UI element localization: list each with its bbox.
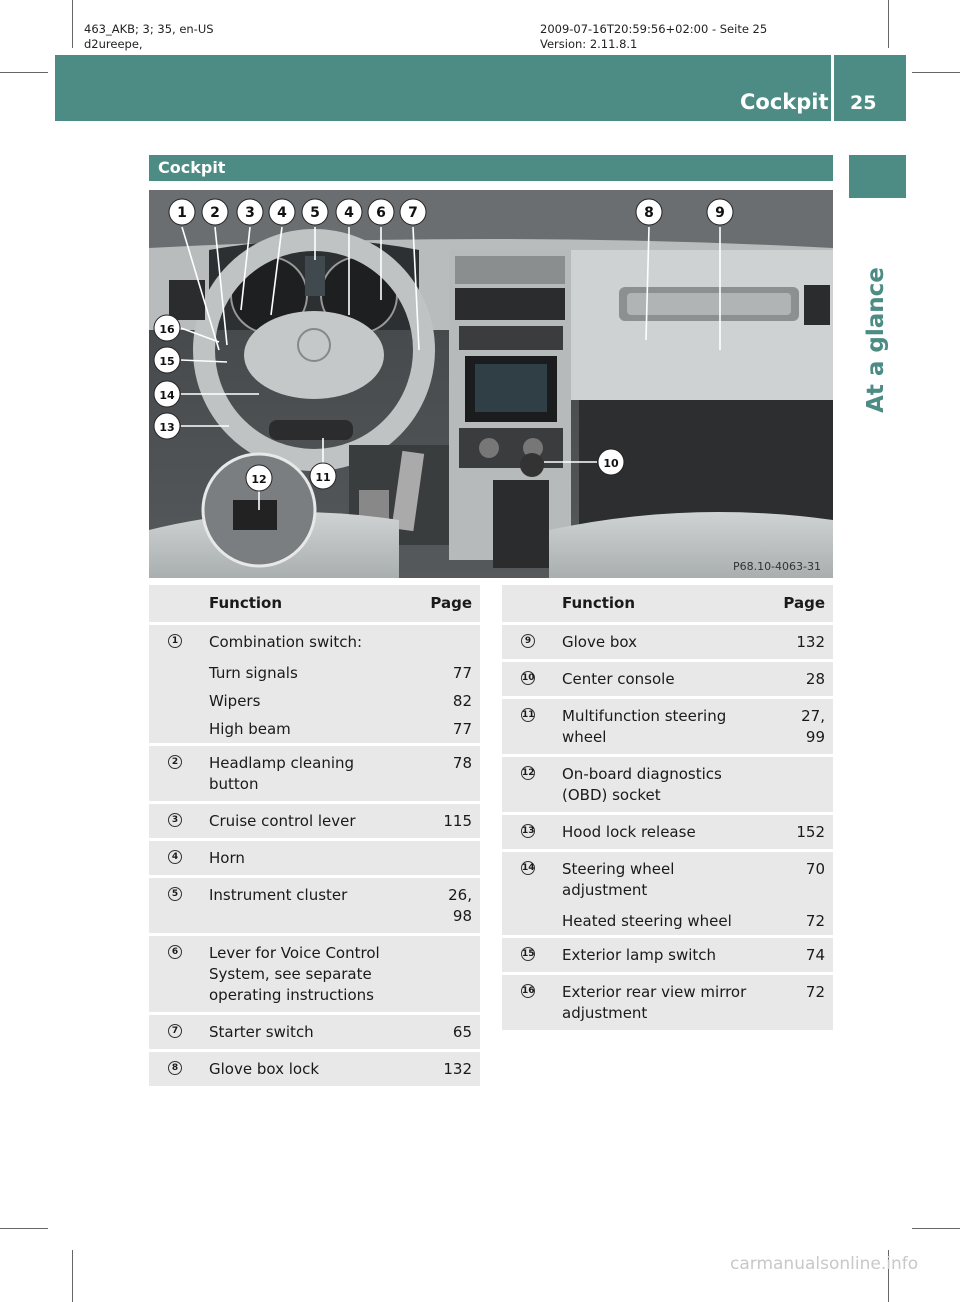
item-number-badge: 6 [168,945,182,959]
row-page: 115 [410,802,480,839]
row-number [149,1050,201,1087]
callout-number: 5 [310,205,320,221]
row-function: Horn [201,839,410,876]
table-row [149,839,480,876]
page-number: 25 [850,92,877,114]
row-number [502,813,554,850]
row-function: Center console [554,660,763,697]
section-title: Cockpit [158,158,226,177]
table-header-num [502,585,554,623]
item-number-badge: 15 [522,949,535,959]
row-function: Steering wheel adjustment [554,850,763,907]
row-number [502,907,554,937]
callout-number: 11 [315,471,331,484]
item-number-badge: 14 [522,863,535,873]
row-number [502,936,554,973]
row-number [502,850,554,907]
row-function: Lever for Voice Control System, see separate operating instructions [201,934,410,1013]
row-page: 72 [763,907,833,937]
header-divider [831,55,834,121]
row-function: Multifunction steering wheel [554,697,763,755]
row-number [149,659,201,687]
table-header-page: Page [763,585,833,623]
callout-number: 13 [159,421,175,434]
item-number-badge: 3 [168,813,182,827]
callout-number: 4 [344,205,354,221]
row-number [149,802,201,839]
row-function: Wipers [201,687,410,715]
row-function: Turn signals [201,659,410,687]
row-function: Headlamp cleaning button [201,744,410,802]
row-page: 72 [763,973,833,1031]
item-number-badge: 12 [522,768,535,778]
table-row [502,850,833,907]
row-page [410,839,480,876]
item-number-badge: 11 [522,710,535,720]
table-row [149,876,480,934]
row-number [502,697,554,755]
item-number-badge: 8 [168,1061,182,1075]
table-row [149,659,480,687]
row-page: 132 [763,623,833,660]
meta-right-line2: Version: 2.11.8.1 [540,37,638,51]
crop-mark [912,72,960,73]
row-number [149,744,201,802]
crop-mark [0,72,48,73]
callout-number: 14 [159,389,175,402]
callout-number: 3 [245,205,255,221]
row-page [410,934,480,1013]
table-row [149,1013,480,1050]
row-function: Glove box lock [201,1050,410,1087]
section-title-bar [149,155,833,181]
row-number [149,1013,201,1050]
table-row [149,802,480,839]
row-page: 26, 98 [410,876,480,934]
function-table-left [149,585,480,1089]
row-function: Cruise control lever [201,802,410,839]
table-row [149,1050,480,1087]
table-row [502,623,833,660]
row-function: Starter switch [201,1013,410,1050]
side-tab [849,155,906,198]
row-page [763,755,833,813]
table-row [502,813,833,850]
image-code-label: P68.10-4063-31 [732,560,821,573]
callout-number: 2 [210,205,220,221]
row-number [502,973,554,1031]
table-row [502,936,833,973]
table-row [502,697,833,755]
callout-number: 7 [408,205,418,221]
callout-number: 9 [715,205,725,221]
callout-number: 12 [251,473,267,486]
row-function: Glove box [554,623,763,660]
row-number [149,934,201,1013]
row-page: 82 [410,687,480,715]
row-page: 70 [763,850,833,907]
row-page: 78 [410,744,480,802]
meta-right-line1: 2009-07-16T20:59:56+02:00 - Seite 25 [540,22,768,36]
row-page: 152 [763,813,833,850]
row-page [410,623,480,659]
item-number-badge: 5 [168,887,182,901]
row-function: Hood lock release [554,813,763,850]
callout-number: 6 [376,205,386,221]
row-function: Heated steering wheel [554,907,763,937]
item-number-badge: 13 [522,826,535,836]
row-page: 74 [763,936,833,973]
meta-left-line2: d2ureepe, [84,37,143,51]
table-header-function: Function [554,585,763,623]
callout-number: 4 [277,205,287,221]
row-page: 28 [763,660,833,697]
row-number [149,839,201,876]
callout-number: 16 [159,323,175,336]
cockpit-photo [149,190,833,578]
table-row [149,934,480,1013]
row-number [149,876,201,934]
table-header-num [149,585,201,623]
crop-mark [72,1250,73,1302]
row-page: 132 [410,1050,480,1087]
callout-number: 15 [159,355,175,368]
callout-number: 8 [644,205,654,221]
print-meta-right [540,22,767,52]
item-number-badge: 16 [522,986,535,996]
callout-number: 10 [603,457,619,470]
page-header-title: Cockpit [740,90,829,114]
row-function: Instrument cluster [201,876,410,934]
table-row [149,687,480,715]
row-function: Combination switch: [201,623,410,659]
row-function: On-board diagnostics (OBD) socket [554,755,763,813]
row-number [149,687,201,715]
row-number [502,755,554,813]
item-number-badge: 2 [168,755,182,769]
table-row [149,623,480,659]
crop-mark [888,0,889,48]
crop-mark [72,0,73,48]
table-row [502,973,833,1031]
meta-left-line1: 463_AKB; 3; 35, en-US [84,22,214,36]
item-number-badge: 7 [168,1024,182,1038]
row-function: Exterior rear view mirror adjustment [554,973,763,1031]
callout-number: 1 [177,205,187,221]
table-row [502,907,833,937]
table-header-function: Function [201,585,410,623]
chapter-side-label: At a glance [863,267,889,413]
item-number-badge: 1 [168,634,182,648]
row-page: 27, 99 [763,697,833,755]
watermark: carmanualsonline.info [730,1254,919,1274]
table-row [502,755,833,813]
row-number [149,623,201,659]
print-meta-left [84,22,214,52]
row-page: 65 [410,1013,480,1050]
row-function: High beam [201,715,410,745]
row-number [502,660,554,697]
item-number-badge: 9 [521,634,535,648]
function-table-right [502,585,833,1033]
row-function: Exterior lamp switch [554,936,763,973]
table-row [149,715,480,745]
row-page: 77 [410,659,480,687]
crop-mark [0,1228,48,1229]
row-page: 77 [410,715,480,745]
item-number-badge: 10 [522,673,535,683]
row-number [502,623,554,660]
crop-mark [912,1228,960,1229]
row-number [149,715,201,745]
table-row [502,660,833,697]
table-header-page: Page [410,585,480,623]
item-number-badge: 4 [168,850,182,864]
table-row [149,744,480,802]
